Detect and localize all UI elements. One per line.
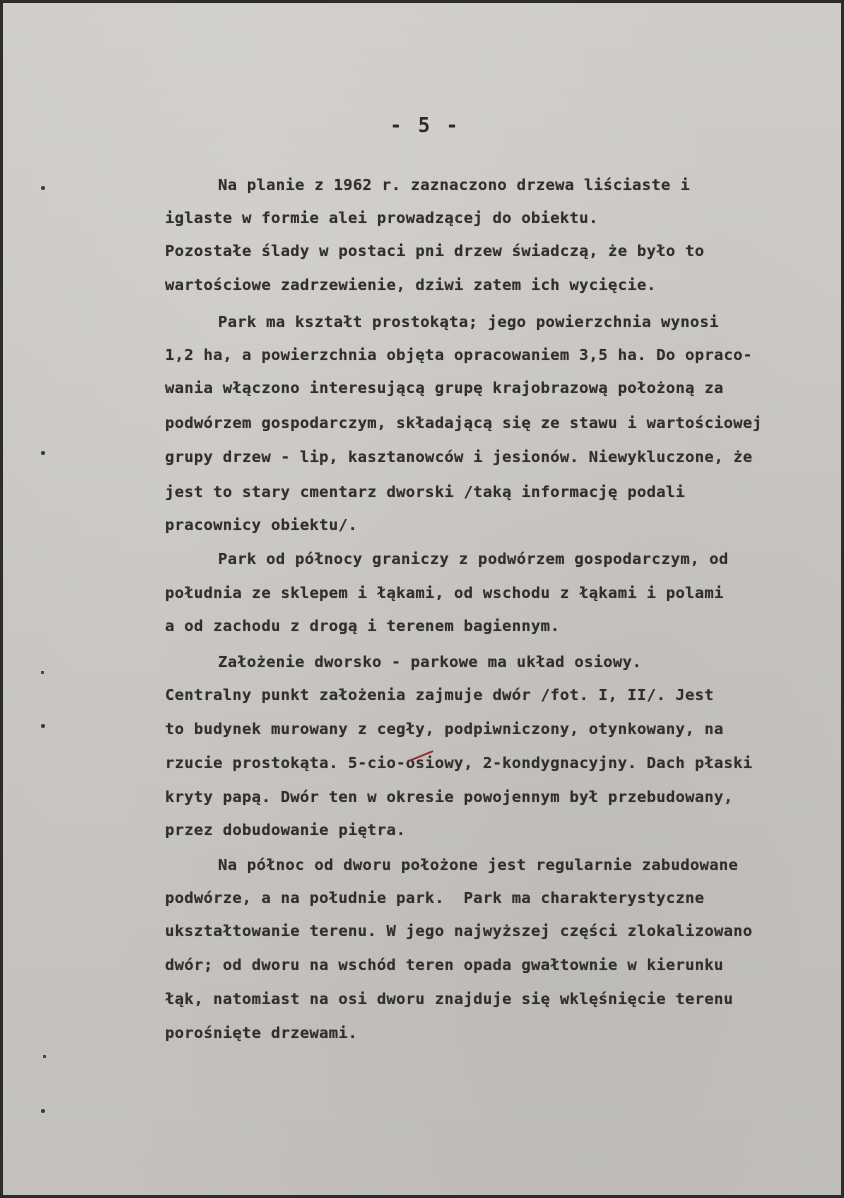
text-line: podwórzem gospodarczym, składającą się ze stawu i wartościowej bbox=[165, 414, 763, 432]
text-line: pracownicy obiektu/. bbox=[165, 516, 358, 534]
page-number: - 5 - bbox=[389, 113, 461, 137]
text-line: wania włączono interesującą grupę krajobrazową położoną za bbox=[165, 379, 724, 397]
text-line: ukształtowanie terenu. W jego najwyższej części zlokalizowano bbox=[165, 922, 753, 940]
text-line: to budynek murowany z cegły, podpiwniczony, otynkowany, na bbox=[165, 720, 724, 738]
text-line: Na północ od dworu położone jest regularnie zabudowane bbox=[218, 856, 739, 874]
text-line: jest to stary cmentarz dworski /taką informację podali bbox=[165, 483, 686, 501]
text-line: a od zachodu z drogą i terenem bagiennym. bbox=[165, 617, 560, 635]
margin-mark bbox=[41, 724, 45, 728]
margin-mark bbox=[43, 1055, 46, 1058]
text-line: kryty papą. Dwór ten w okresie powojennym był przebudowany, bbox=[165, 788, 734, 806]
margin-mark bbox=[41, 451, 45, 455]
text-line: porośnięte drzewami. bbox=[165, 1024, 358, 1042]
text-line: przez dobudowanie piętra. bbox=[165, 821, 406, 839]
text-line: Centralny punkt założenia zajmuje dwór /fot. I, II/. Jest bbox=[165, 686, 715, 704]
text-line: iglaste w formie alei prowadzącej do obiektu. bbox=[165, 209, 599, 227]
margin-mark bbox=[41, 1109, 45, 1113]
text-line: południa ze sklepem i łąkami, od wschodu z łąkami i polami bbox=[165, 584, 724, 602]
margin-mark bbox=[41, 186, 45, 190]
text-line: 1,2 ha, a powierzchnia objęta opracowaniem 3,5 ha. Do opraco- bbox=[165, 346, 753, 364]
text-line: Park ma kształt prostokąta; jego powierzchnia wynosi bbox=[218, 313, 719, 331]
text-line: rzucie prostokąta. 5-cio-osiowy, 2-kondygnacyjny. Dach płaski bbox=[165, 754, 753, 772]
text-line: łąk, natomiast na osi dworu znajduje się wklęśnięcie terenu bbox=[165, 990, 734, 1008]
text-line: grupy drzew - lip, kasztanowców i jesionów. Niewykluczone, że bbox=[165, 448, 753, 466]
text-line: podwórze, a na południe park. Park ma charakterystyczne bbox=[165, 889, 705, 907]
margin-mark bbox=[41, 671, 44, 674]
text-line: wartościowe zadrzewienie, dziwi zatem ich wycięcie. bbox=[165, 276, 657, 294]
text-line: Park od północy graniczy z podwórzem gospodarczym, od bbox=[218, 550, 729, 568]
text-line: Założenie dworsko - parkowe ma układ osiowy. bbox=[218, 653, 642, 671]
text-line: Na planie z 1962 r. zaznaczono drzewa liściaste i bbox=[218, 176, 690, 194]
text-line: dwór; od dworu na wschód teren opada gwałtownie w kierunku bbox=[165, 956, 724, 974]
text-line: Pozostałe ślady w postaci pni drzew świadczą, że było to bbox=[165, 242, 705, 260]
